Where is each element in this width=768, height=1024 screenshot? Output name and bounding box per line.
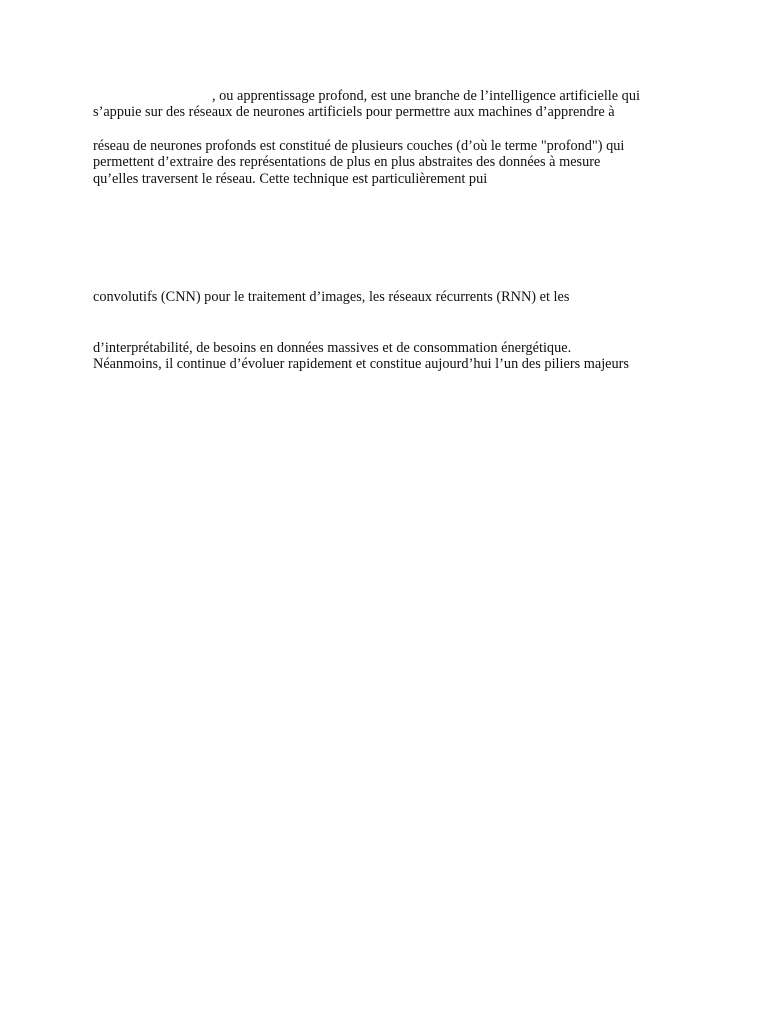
text-line-8: Néanmoins, il continue d’évoluer rapidement et constitue aujourd’hui l’un des piliers majeurs: [93, 356, 629, 372]
text-line-7: d’interprétabilité, de besoins en données massives et de consommation énergétique.: [93, 340, 572, 356]
text-line-2: s’appuie sur des réseaux de neurones artificiels pour permettre aux machines d’apprendre à: [93, 104, 615, 120]
text-line-5: qu’elles traversent le réseau. Cette technique est particulièrement pui: [93, 171, 488, 187]
text-line-6: convolutifs (CNN) pour le traitement d’images, les réseaux récurrents (RNN) et les: [93, 289, 570, 305]
text-line-4: permettent d’extraire des représentations de plus en plus abstraites des données à mesure: [93, 154, 601, 170]
text-line-3: réseau de neurones profonds est constitué de plusieurs couches (d’où le terme "profond") qui: [93, 138, 625, 154]
text-line-1: , ou apprentissage profond, est une branche de l’intelligence artificielle qui: [212, 88, 640, 104]
